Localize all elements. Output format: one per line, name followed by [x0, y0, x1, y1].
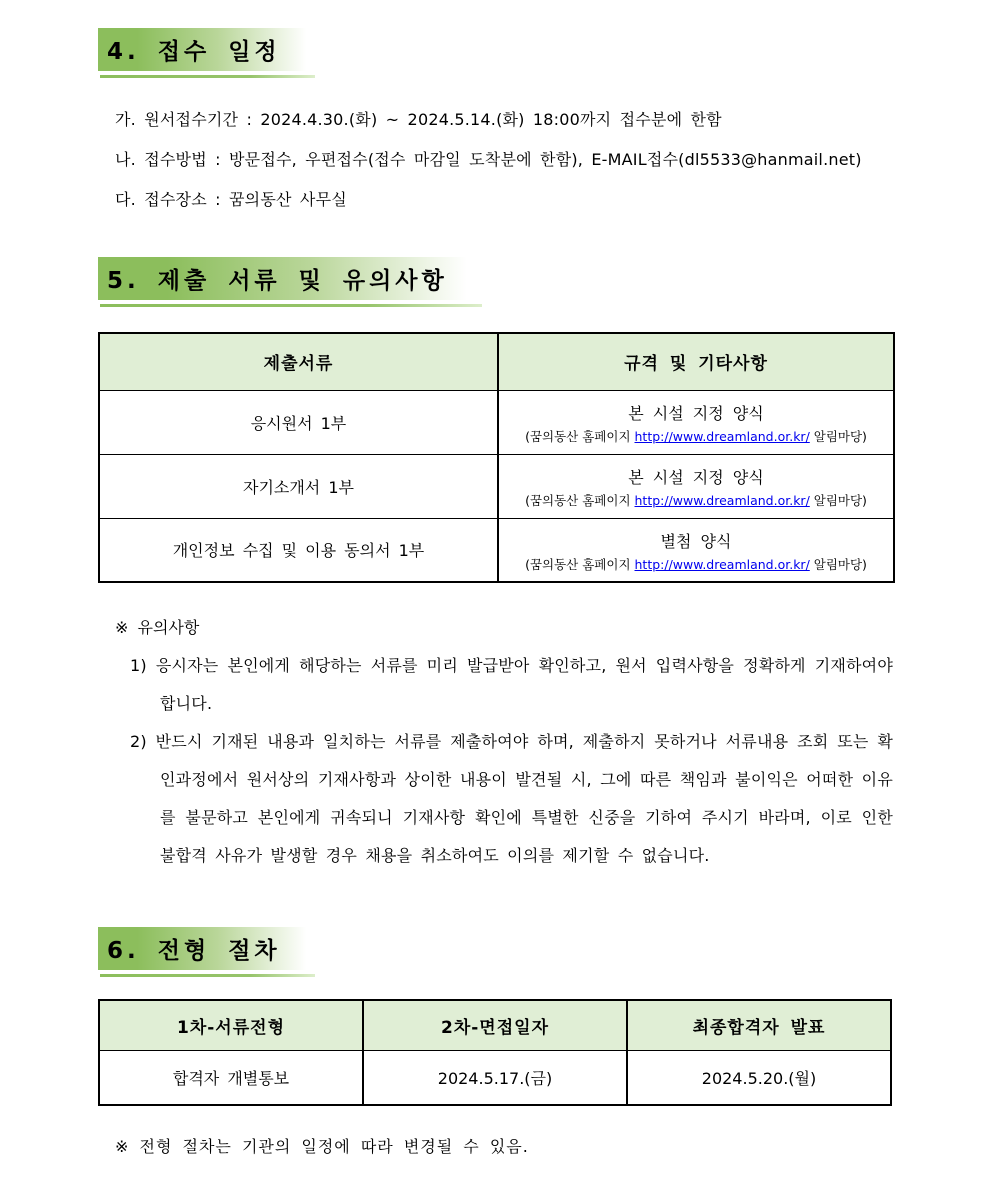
section6-title-underline: [100, 974, 315, 977]
caution-text: 응시자는 본인에게 해당하는 서류를 미리 발급받아 확인하고, 원서 입력사항을 정확하게 기재하여야 합니다.: [155, 656, 893, 713]
selection-footnote: ※ 전형 절차는 기관의 일정에 따라 변경될 수 있음.: [115, 1137, 529, 1156]
section6-header: [98, 927, 315, 977]
final-value: 2024.5.20.(월): [627, 1050, 891, 1105]
spec-sub-text: [501, 427, 891, 445]
spec-main-text: 별첨 양식: [660, 531, 732, 551]
spec-note-suffix: 알림마당): [809, 493, 867, 508]
caution-text: 반드시 기재된 내용과 일치하는 서류를 제출하여야 하며, 제출하지 못하거나 서류내용 조회 또는 확인과정에서 원서상의 기재사항과 상이한 내용이 발견될 시, 그에 따른 책임과 불이익은 어떠한 이유를 불문하고 본인에게 귀속되니 기재사항 확인에 특별한 신중을 기하여 주시기 바라며, 이로 인한 불합격 사유가 발생할 경우 채용을 취소하여도 이의를 제기할 수 없습니다.: [155, 732, 893, 865]
caution-marker: 2): [130, 732, 147, 751]
table-row: [99, 1050, 891, 1105]
doc-name: 자기소개서 1부: [99, 454, 498, 518]
caution-item: [130, 647, 893, 723]
cautions-title: ※ 유의사항: [115, 618, 200, 637]
stage2-value: 2024.5.17.(금): [363, 1050, 627, 1105]
documents-col-header: 제출서류: [99, 333, 498, 390]
doc-name: 개인정보 수집 및 이용 동의서 1부: [99, 518, 498, 582]
stage2-col-header: 2차-면접일자: [363, 1000, 627, 1050]
spec-note-prefix: (꿈의동산 홈페이지: [525, 429, 635, 444]
spec-sub-text: [501, 491, 891, 509]
spec-note-suffix: 알림마당): [809, 429, 867, 444]
section4-header: [98, 28, 315, 78]
final-col-header: 최종합격자 발표: [627, 1000, 891, 1050]
spec-note-prefix: (꿈의동산 홈페이지: [525, 493, 635, 508]
spec-main-text: 본 시설 지정 양식: [628, 404, 764, 423]
table-row: [99, 390, 894, 454]
spec-note-prefix: (꿈의동산 홈페이지: [525, 556, 635, 572]
spec-note-suffix: 알림마당): [809, 556, 867, 572]
spec-col-header: 규격 및 기타사항: [498, 333, 894, 390]
caution-marker: 1): [130, 656, 147, 675]
doc-spec: [498, 390, 894, 454]
homepage-link[interactable]: http://www.dreamland.or.kr/: [634, 429, 810, 444]
reception-place-line: 다. 접수장소 : 꿈의동산 사무실: [115, 190, 347, 209]
spec-main-text: 본 시설 지정 양식: [628, 468, 764, 487]
stage1-value: 합격자 개별통보: [99, 1050, 363, 1105]
doc-name: 응시원서 1부: [99, 390, 498, 454]
homepage-link[interactable]: http://www.dreamland.or.kr/: [634, 556, 810, 572]
section5-title-underline: [100, 304, 482, 307]
homepage-link[interactable]: http://www.dreamland.or.kr/: [634, 493, 810, 508]
section-documents: [98, 257, 893, 875]
section5-title: 5. 제출 서류 및 유의사항: [98, 257, 482, 300]
section6-title: 6. 전형 절차: [98, 927, 315, 970]
selection-schedule-table: [98, 999, 892, 1106]
caution-item: [130, 723, 893, 875]
reception-period-line: 가. 원서접수기간 : 2024.4.30.(화) ~ 2024.5.14.(화) 18:00까지 접수분에 한함: [115, 110, 722, 129]
section-selection-process: [98, 927, 893, 1157]
reception-method-line: 나. 접수방법 : 방문접수, 우편접수(접수 마감일 도착분에 한함), E-MAIL접수(dl5533@hanmail.net): [115, 150, 862, 169]
section4-title-underline: [100, 75, 315, 78]
selection-table-header-row: [99, 1000, 891, 1050]
documents-table-header-row: [99, 333, 894, 390]
spec-sub-text: [501, 555, 891, 573]
section-reception-schedule: [98, 28, 893, 220]
documents-table: [98, 332, 895, 583]
section4-title: 4. 접수 일정: [98, 28, 315, 71]
table-row: [99, 454, 894, 518]
table-row: [99, 518, 894, 582]
section5-header: [98, 257, 482, 307]
doc-spec: [498, 454, 894, 518]
stage1-col-header: 1차-서류전형: [99, 1000, 363, 1050]
cautions-block: [98, 609, 893, 875]
section4-items: [115, 100, 893, 220]
doc-spec: [498, 518, 894, 582]
